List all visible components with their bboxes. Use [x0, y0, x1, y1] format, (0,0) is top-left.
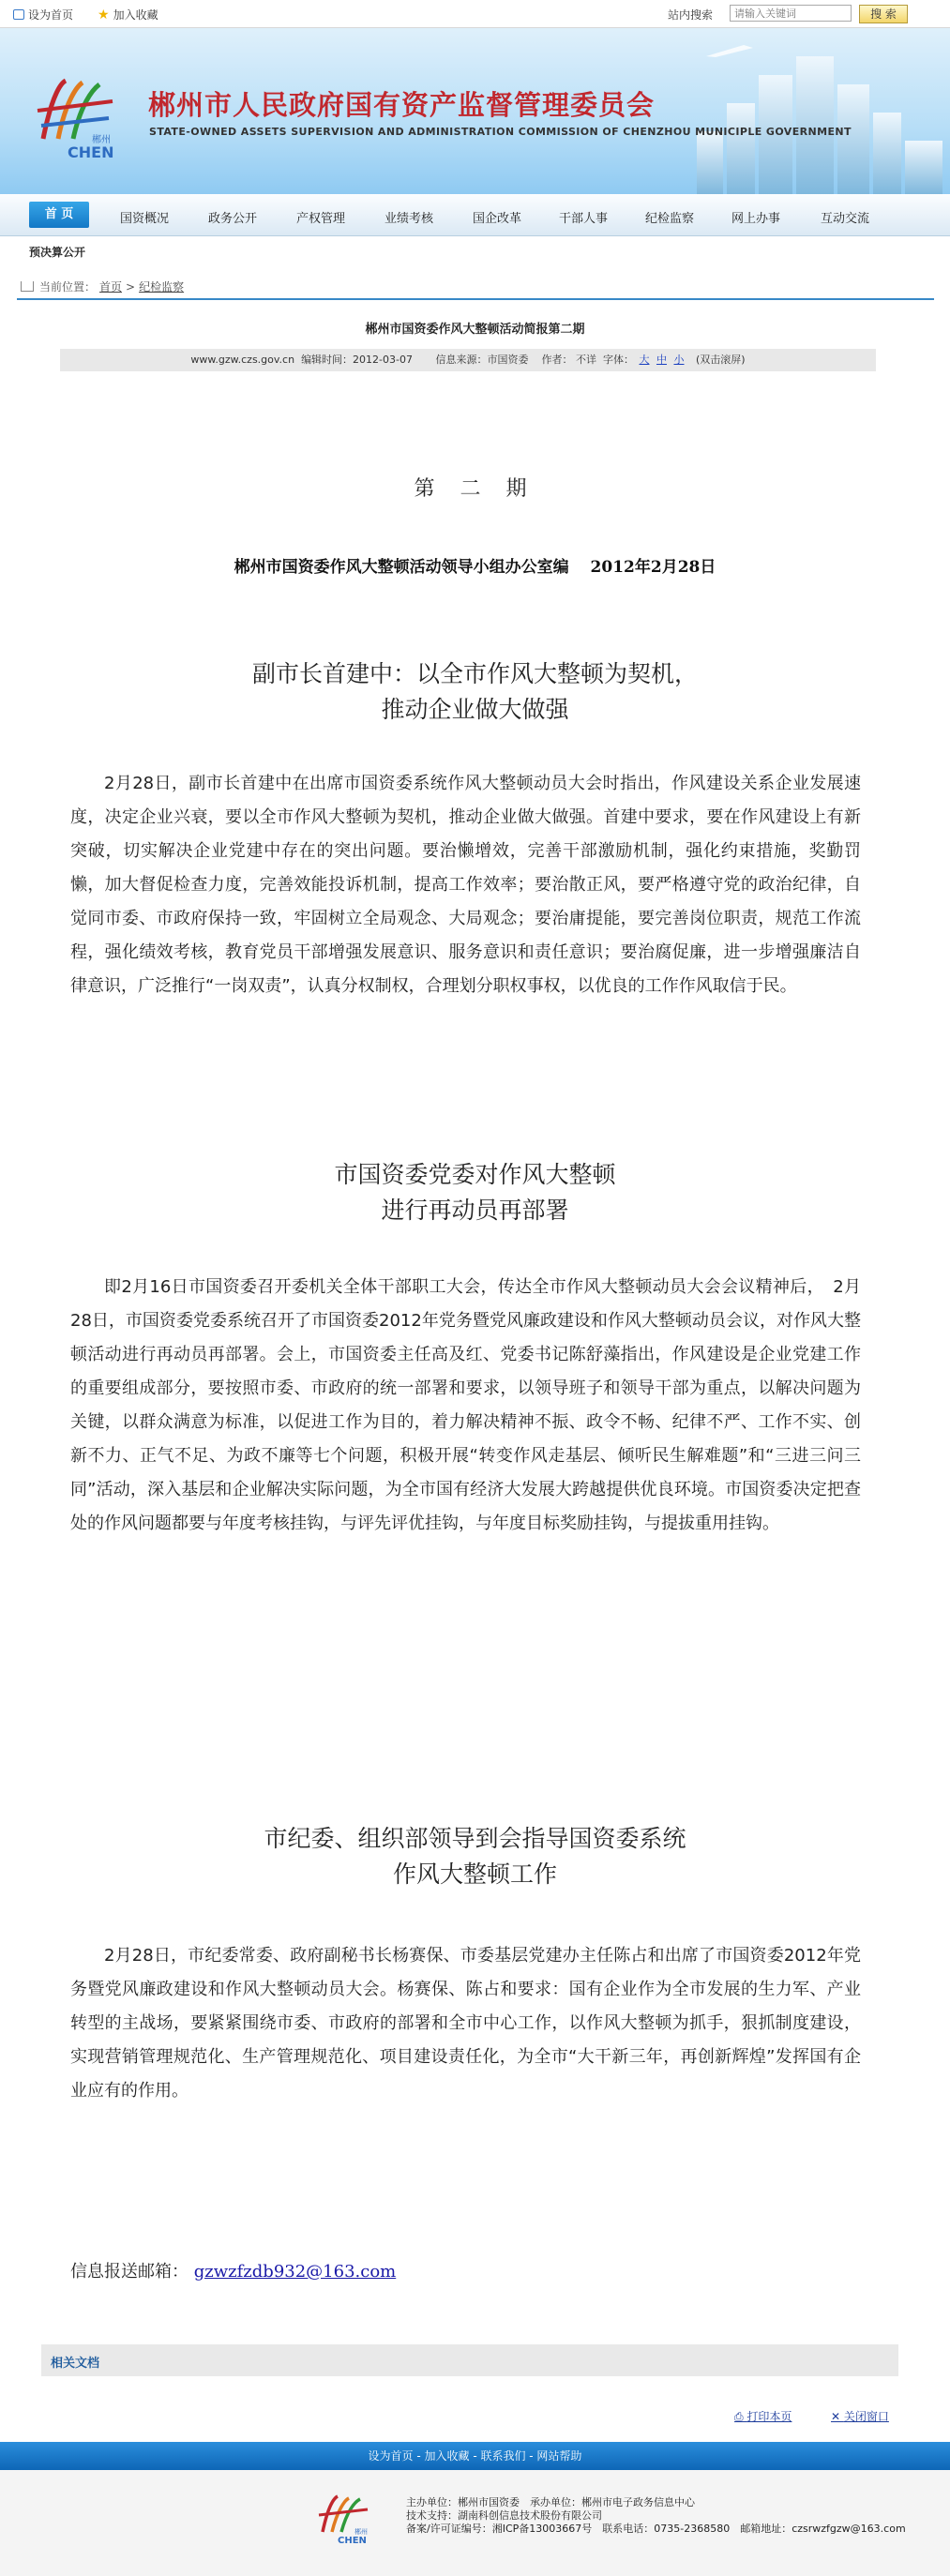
editor-line: 郴州市国资委作风大整顿活动领导小组办公室编 2012年2月28日	[234, 558, 716, 577]
footer-sponsor: 主办单位：郴州市国资委 承办单位：郴州市电子政务信息中心	[406, 2496, 695, 2508]
nav-item-overview[interactable]: 国资概况	[119, 212, 169, 226]
section3-title	[0, 1821, 950, 1892]
breadcrumb-label: 当前位置：	[39, 280, 97, 294]
star-icon: ★	[98, 7, 110, 23]
nav-item-property[interactable]: 产权管理	[295, 212, 345, 226]
sub-nav-budget[interactable]: 预决算公开	[29, 246, 86, 259]
svg-text:郴州: 郴州	[354, 2528, 368, 2536]
house-icon	[21, 281, 34, 292]
nav-item-personnel[interactable]: 干部人事	[558, 212, 608, 226]
nav-item-gov-affairs[interactable]: 政务公开	[207, 212, 257, 226]
nav-item-online-service[interactable]: 网上办事	[731, 212, 780, 226]
close-window-link[interactable]	[831, 2408, 889, 2424]
nav-item-home[interactable]: 首 页	[29, 202, 89, 228]
footer-chen-logo	[317, 2493, 375, 2545]
nav-item-interaction[interactable]: 互动交流	[820, 212, 869, 226]
footer-icp: 备案/许可证编号：湘ICP备13003667号 联系电话：0735-2368580 邮箱地址：czsrwzfgzw@163.com	[406, 2523, 906, 2535]
top-utility-bar	[0, 0, 950, 28]
footer-tech-support: 技术支持：湖南科创信息技术股份有限公司	[406, 2509, 602, 2522]
section3-title-line1: 市纪委、组织部领导到会指导国资委系统	[264, 1825, 686, 1852]
breadcrumb-separator: >	[126, 279, 136, 294]
search-button[interactable]: 搜 索	[859, 5, 908, 23]
section3-title-line2: 作风大整顿工作	[392, 1860, 557, 1888]
search-input[interactable]	[730, 5, 852, 22]
email-link[interactable]: gzwzfzdb932@163.com	[193, 2262, 397, 2282]
meta-date: 编辑时间：2012-03-07	[301, 354, 413, 366]
meta-source: 信息来源：市国资委	[435, 354, 529, 366]
add-favorite-link[interactable]	[98, 7, 158, 23]
article-meta	[60, 349, 876, 371]
font-size-large-link[interactable]: 大	[639, 354, 650, 366]
footer	[0, 2470, 950, 2576]
footer-info	[406, 2496, 906, 2536]
meta-font-label: 字体：	[602, 354, 634, 366]
search-label: 站内搜索	[668, 8, 714, 22]
close-icon: ✕	[831, 2410, 844, 2423]
sub-nav	[0, 236, 950, 264]
nav-item-reform[interactable]: 国企改革	[472, 212, 521, 226]
meta-author: 作者： 不详	[541, 354, 596, 366]
home-icon	[13, 9, 24, 20]
breadcrumb-home-link[interactable]: 首页	[99, 280, 123, 294]
breadcrumb	[17, 272, 934, 300]
related-docs-title: 相关文档	[51, 2357, 100, 2371]
font-size-medium-link[interactable]: 中	[656, 354, 667, 366]
section1-title-line1: 副市长首建中：以全市作风大整顿为契机，	[251, 660, 698, 687]
section2-title-line2: 进行再动员再部署	[381, 1197, 569, 1224]
section1-body: 2月28日，副市长首建中在出席市国资委系统作风大整顿动员大会时指出，作风建设关系企业发展速度，决定企业兴衰，要以全市作风大整顿为契机，推动企业做大做强。首建中要求，要在作风建设上有新突破，切实解决企业党建中存在的突出问题。要治懒增效，完善干部激励机制，强化约束措施，奖勤罚懒，加大督促检查力度，完善效能投诉机制，提高工作效率；要治散正风，要严格遵守党的政治纪律，自觉同市委、市政府保持一致，牢固树立全局观念、大局观念；要治庸提能，要完善岗位职责，规范工作流程，强化绩效考核，教育党员干部增强发展意识、服务意识和责任意识；要治腐促廉，进一步增强廉洁自律意识，广泛推行“一岗双责”，认真分权制权，合理划分职权事权，以优良的工作作风取信于民。	[70, 774, 861, 996]
close-window-label[interactable]: 关闭窗口	[843, 2410, 889, 2423]
meta-scroll-hint: (双击滚屏)	[695, 354, 746, 366]
main-nav	[0, 194, 950, 236]
svg-text:CHEN: CHEN	[338, 2536, 367, 2545]
section1-title	[0, 656, 950, 728]
add-favorite-label[interactable]: 加入收藏	[113, 8, 158, 22]
svg-text:CHEN: CHEN	[68, 143, 114, 159]
header-banner	[0, 28, 950, 194]
font-size-small-link[interactable]: 小	[673, 354, 685, 366]
set-home-label[interactable]: 设为首页	[28, 8, 74, 22]
site-title-english: STATE-OWNED ASSETS SUPERVISION AND ADMINISTRATION COMMISSION OF CHENZHOU MUNICIPLE GOVERNMENT	[149, 126, 852, 138]
print-page-link[interactable]	[734, 2408, 792, 2424]
chen-logo	[34, 73, 124, 159]
email-line	[70, 2258, 396, 2282]
section3-body: 2月28日，市纪委常委、政府副秘书长杨赛保、市委基层党建办主任陈占和出席了市国资委2012年党务暨党风廉政建设和作风大整顿动员大会。杨赛保、陈占和要求：国有企业作为全市发展的生力军、产业转型的主战场，要紧紧围绕市委、市政府的部署和全市中心工作，以作风大整顿为抓手，狠抓制度建设，实现营销管理规范化、生产管理规范化、项目建设责任化，为全市“大干新三年，再创新辉煌”发挥国有企业应有的作用。	[70, 1946, 861, 2101]
nav-item-discipline[interactable]: 纪检监察	[644, 212, 694, 226]
issue-number: 第 二 期	[414, 477, 536, 501]
svg-text:郴州: 郴州	[92, 135, 111, 145]
city-skyline-image	[669, 28, 950, 194]
section1-title-line2: 推动企业做大做强	[381, 696, 569, 723]
related-docs-bar	[41, 2344, 898, 2376]
section2-title	[0, 1157, 950, 1228]
set-home-link[interactable]	[13, 7, 73, 23]
section2-body: 即2月16日市国资委召开委机关全体干部职工大会，传达全市作风大整顿动员大会会议精神后， 2月28日，市国资委党委系统召开了市国资委2012年党务暨党风廉政建设和作风大整顿动员会议，对作风大整顿活动进行再动员再部署。会上，市国资委主任高及红、党委书记陈舒藻指出，作风建设是企业党建工作的重要组成部分，要按照市委、市政府的统一部署和要求，以领导班子和领导干部为重点，以解决问题为关键，以群众满意为标准，以促进工作为目的，着力解决精神不振、政令不畅、纪律不严、工作不实、创新不力、正气不足、为政不廉等七个问题，积极开展“转变作风走基层、倾听民生解难题”和“三进三问三同”活动，深入基层和企业解决实际问题，为全市国有经济大发展大跨越提供优良环境。市国资委决定把查处的作风问题都要与年度考核挂钩，与评先评优挂钩，与年度目标奖励挂钩，与提拔重用挂钩。	[70, 1277, 861, 1533]
section2-title-line1: 市国资委党委对作风大整顿	[334, 1161, 616, 1188]
email-label: 信息报送邮箱：	[70, 2262, 188, 2282]
meta-site: www.gzw.czs.gov.cn	[190, 354, 295, 366]
article-title: 郴州市国资委作风大整顿活动简报第二期	[365, 323, 585, 337]
breadcrumb-current-link[interactable]: 纪检监察	[139, 280, 185, 294]
printer-icon: ⎙	[734, 2410, 747, 2423]
nav-item-performance[interactable]: 业绩考核	[384, 212, 433, 226]
print-page-label[interactable]: 打印本页	[746, 2410, 792, 2423]
footer-links-bar[interactable]: 设为首页 - 加入收藏 - 联系我们 - 网站帮助	[0, 2442, 950, 2470]
site-title: 郴州市人民政府国有资产监督管理委员会	[148, 89, 656, 121]
